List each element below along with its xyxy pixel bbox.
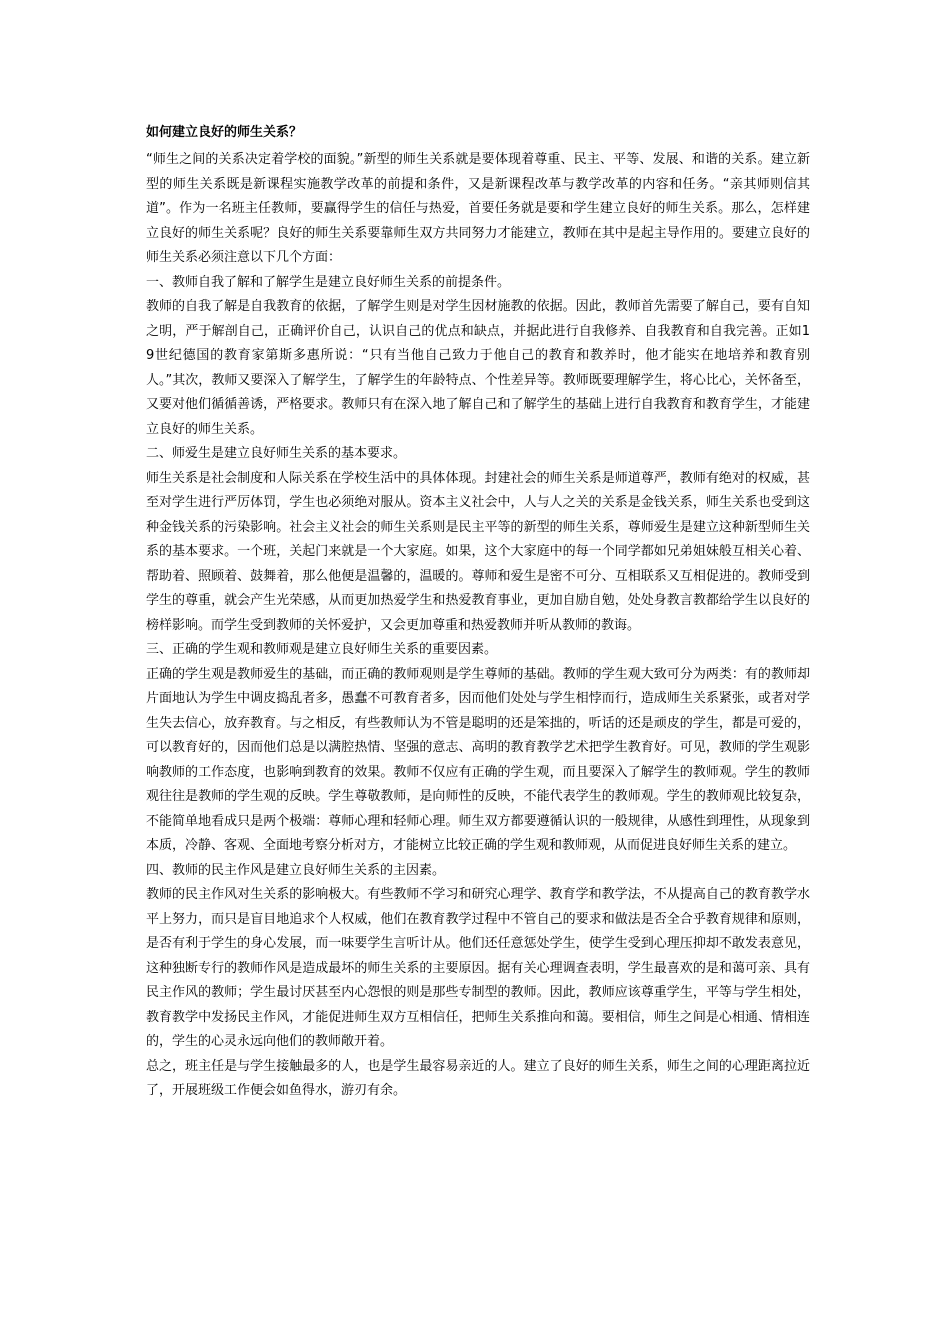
section-body-2: 师生关系是社会制度和人际关系在学校生活中的具体体现。封建社会的师生关系是师道尊严，教师有绝对的权威，甚至对学生进行严厉体罚，学生也必须绝对服从。资本主义社会中，人与人之关的关系是金钱关系，师生关系也受到这种金钱关系的污染影响。社会主义社会的师生关系则是民主平等的新型的师生关系，尊师爱生是建立这种新型师生关系的基本要求。一个班，关起门来就是一个大家庭。如果，这个大家庭中的每一个同学都如兄弟姐妹般互相关心着、帮助着、照顾着、鼓舞着，那么他便是温馨的，温暖的。尊师和爱生是密不可分、互相联系又互相促进的。教师受到学生的尊重，就会产生光荣感，从而更加热爱学生和热爱教育事业，更加自励自勉，处处身教言教都给学生以良好的榜样影响。而学生受到教师的关怀爱护，又会更加尊重和热爱教师并听从教师的教诲。	[146, 470, 810, 633]
section-heading-2: 二、师爱生是建立良好师生关系的基本要求。	[146, 446, 407, 461]
document-title: 如何建立良好的师生关系？	[146, 125, 303, 140]
section-body-1: 教师的自我了解是自我教育的依据，了解学生则是对学生因材施教的依据。因此，教师首先需要了解自己，要有自知之明，严于解剖自己，正确评价自己，认识自己的优点和缺点，并据此进行自我修养、自我教育和自我完善。正如19世纪德国的教育家第斯多惠所说：“只有当他自己致力于他自己的教育和教养时，他才能实在地培养和教育别人。”其次，教师又要深入了解学生，了解学生的年龄特点、个性差异等。教师既要理解学生，将心比心，关怀备至，又要对他们循循善诱，严格要求。教师只有在深入地了解自己和了解学生的基础上进行自我教育和教育学生，才能建立良好的师生关系。	[146, 299, 810, 437]
intro-paragraph: “师生之间的关系决定着学校的面貌。”新型的师生关系就是要体现着尊重、民主、平等、发展、和谐的关系。建立新型的师生关系既是新课程实施教学改革的前提和条件，又是新课程改革与教学改革的内容和任务。“亲其师则信其道”。作为一名班主任教师，要赢得学生的信任与热爱，首要任务就是要和学生建立良好的师生关系。那么，怎样建立良好的师生关系呢？良好的师生关系要靠师生双方共同努力才能建立，教师在其中是起主导作用的。要建立良好的师生关系必须注意以下几个方面：	[146, 152, 810, 265]
section-heading-3: 三、正确的学生观和教师观是建立良好师生关系的重要因素。	[146, 642, 498, 657]
section-body-4: 教师的民主作风对生关系的影响极大。有些教师不学习和研究心理学、教育学和教学法，不从提高自己的教育教学水平上努力，而只是盲目地追求个人权威，他们在教育教学过程中不管自己的要求和做法是否全合乎教育规律和原则，是否有利于学生的身心发展，而一味要学生言听计从。他们还任意惩处学生，使学生受到心理压抑却不敢发表意见，这种独断专行的教师作风是造成最坏的师生关系的主要原因。据有关心理调查表明，学生最喜欢的是和蔼可亲、具有民主作风的教师；学生最讨厌甚至内心怨恨的则是那些专制型的教师。因此，教师应该尊重学生，平等与学生相处，教育教学中发扬民主作风，才能促进师生双方互相信任，把师生关系推向和蔼。要相信，师生之间是心相通、情相连的，学生的心灵永远向他们的教师敞开着。	[146, 887, 810, 1049]
section-heading-4: 四、教师的民主作风是建立良好师生关系的主因素。	[146, 862, 446, 878]
conclusion-paragraph: 总之，班主任是与学生接触最多的人，也是学生最容易亲近的人。建立了良好的师生关系，师生之间的心理距离拉近了，开展班级工作便会如鱼得水，游刃有余。	[146, 1058, 810, 1098]
document-page	[146, 124, 810, 1104]
section-body-3: 正确的学生观是教师爱生的基础，而正确的教师观则是学生尊师的基础。教师的学生观大致可分为两类：有的教师却片面地认为学生中调皮捣乱者多，愚蠢不可教育者多，因而他们处处与学生相悖而行，造成师生关系紧张，或者对学生失去信心，放弃教育。与之相反，有些教师认为不管是聪明的还是笨拙的，听话的还是顽皮的学生，都是可爱的，可以教育好的，因而他们总是以满腔热情、坚强的意志、高明的教育教学艺术把学生教育好。可见，教师的学生观影响教师的工作态度，也影响到教育的效果。教师不仅应有正确的学生观，而且要深入了解学生的教师观。学生的教师观往往是教师的学生观的反映。学生尊敬教师，是向师性的反映，不能代表学生的教师观。学生的教师观比较复杂，不能简单地看成只是两个极端：尊师心理和轻师心理。师生双方都要遵循认识的一般规律，从感性到理性，从现象到本质，冷静、客观、全面地考察分析对方，才能树立比较正确的学生观和教师观，从而促进良好师生关系的建立。	[146, 666, 810, 853]
section-heading-1: 一、教师自我了解和了解学生是建立良好师生关系的前提条件。	[146, 274, 511, 290]
